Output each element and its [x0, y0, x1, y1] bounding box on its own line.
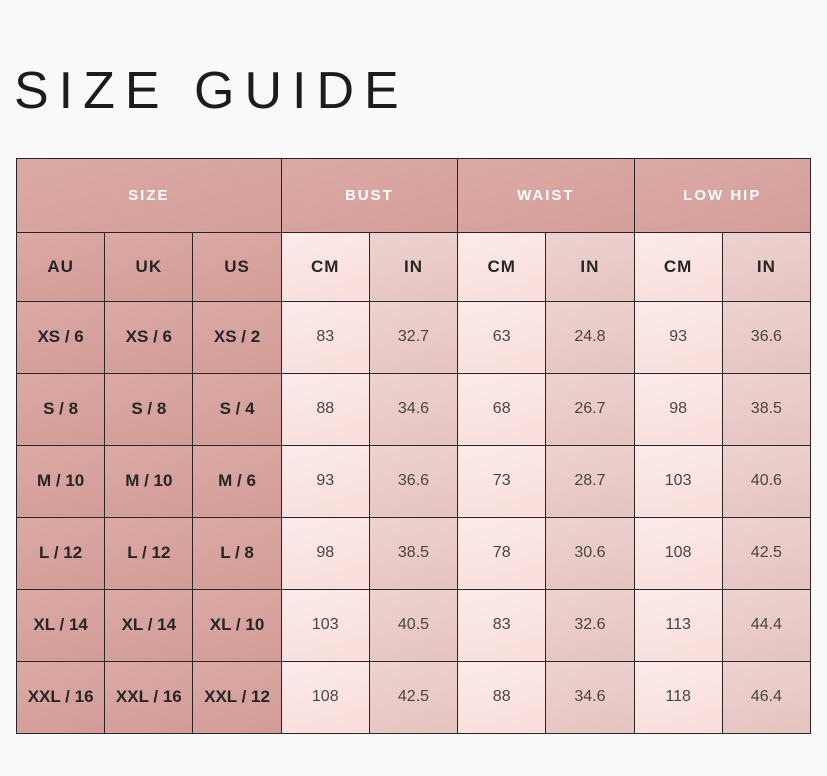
col-header-au: AU	[17, 232, 105, 301]
lowhip-cm-cell: 98	[634, 373, 722, 445]
size-cell-uk: S / 8	[105, 373, 193, 445]
waist-in-cell: 30.6	[546, 517, 634, 589]
size-cell-uk: L / 12	[105, 517, 193, 589]
bust-cm-cell: 93	[281, 445, 369, 517]
col-header-lowhip-in: IN	[722, 232, 810, 301]
table-row	[17, 373, 811, 445]
size-cell-us: S / 4	[193, 373, 281, 445]
size-cell-au: S / 8	[17, 373, 105, 445]
group-header-size: SIZE	[17, 158, 282, 232]
bust-cm-cell: 103	[281, 589, 369, 661]
group-header-waist: WAIST	[458, 158, 634, 232]
table-body	[17, 301, 811, 733]
table-row	[17, 445, 811, 517]
size-cell-uk: XL / 14	[105, 589, 193, 661]
size-cell-us: M / 6	[193, 445, 281, 517]
waist-cm-cell: 78	[458, 517, 546, 589]
col-header-waist-cm: CM	[458, 232, 546, 301]
table-row	[17, 589, 811, 661]
column-header-row	[17, 232, 811, 301]
size-cell-au: XL / 14	[17, 589, 105, 661]
bust-in-cell: 36.6	[369, 445, 457, 517]
size-cell-uk: XXL / 16	[105, 661, 193, 733]
table-row	[17, 301, 811, 373]
waist-in-cell: 32.6	[546, 589, 634, 661]
waist-cm-cell: 88	[458, 661, 546, 733]
size-cell-au: XS / 6	[17, 301, 105, 373]
bust-in-cell: 34.6	[369, 373, 457, 445]
waist-in-cell: 26.7	[546, 373, 634, 445]
group-header-bust: BUST	[281, 158, 457, 232]
bust-in-cell: 40.5	[369, 589, 457, 661]
group-header-row	[17, 158, 811, 232]
size-cell-au: XXL / 16	[17, 661, 105, 733]
size-cell-au: M / 10	[17, 445, 105, 517]
waist-cm-cell: 68	[458, 373, 546, 445]
size-cell-us: XS / 2	[193, 301, 281, 373]
lowhip-in-cell: 38.5	[722, 373, 810, 445]
lowhip-cm-cell: 118	[634, 661, 722, 733]
lowhip-cm-cell: 103	[634, 445, 722, 517]
page-title: SIZE GUIDE	[14, 62, 409, 120]
lowhip-in-cell: 44.4	[722, 589, 810, 661]
waist-in-cell: 34.6	[546, 661, 634, 733]
size-cell-uk: M / 10	[105, 445, 193, 517]
col-header-waist-in: IN	[546, 232, 634, 301]
size-cell-us: XXL / 12	[193, 661, 281, 733]
waist-cm-cell: 73	[458, 445, 546, 517]
table-row	[17, 661, 811, 733]
col-header-uk: UK	[105, 232, 193, 301]
table-row	[17, 517, 811, 589]
col-header-us: US	[193, 232, 281, 301]
lowhip-cm-cell: 108	[634, 517, 722, 589]
size-guide-table	[16, 158, 811, 734]
waist-cm-cell: 83	[458, 589, 546, 661]
col-header-bust-in: IN	[369, 232, 457, 301]
bust-in-cell: 38.5	[369, 517, 457, 589]
size-cell-au: L / 12	[17, 517, 105, 589]
waist-cm-cell: 63	[458, 301, 546, 373]
group-header-lowhip: LOW HIP	[634, 158, 810, 232]
lowhip-in-cell: 40.6	[722, 445, 810, 517]
bust-cm-cell: 98	[281, 517, 369, 589]
table-header	[17, 158, 811, 301]
lowhip-cm-cell: 113	[634, 589, 722, 661]
waist-in-cell: 24.8	[546, 301, 634, 373]
bust-cm-cell: 108	[281, 661, 369, 733]
bust-cm-cell: 88	[281, 373, 369, 445]
lowhip-in-cell: 36.6	[722, 301, 810, 373]
waist-in-cell: 28.7	[546, 445, 634, 517]
col-header-lowhip-cm: CM	[634, 232, 722, 301]
lowhip-in-cell: 42.5	[722, 517, 810, 589]
bust-in-cell: 42.5	[369, 661, 457, 733]
size-cell-us: XL / 10	[193, 589, 281, 661]
size-cell-uk: XS / 6	[105, 301, 193, 373]
bust-cm-cell: 83	[281, 301, 369, 373]
col-header-bust-cm: CM	[281, 232, 369, 301]
size-cell-us: L / 8	[193, 517, 281, 589]
bust-in-cell: 32.7	[369, 301, 457, 373]
lowhip-cm-cell: 93	[634, 301, 722, 373]
lowhip-in-cell: 46.4	[722, 661, 810, 733]
